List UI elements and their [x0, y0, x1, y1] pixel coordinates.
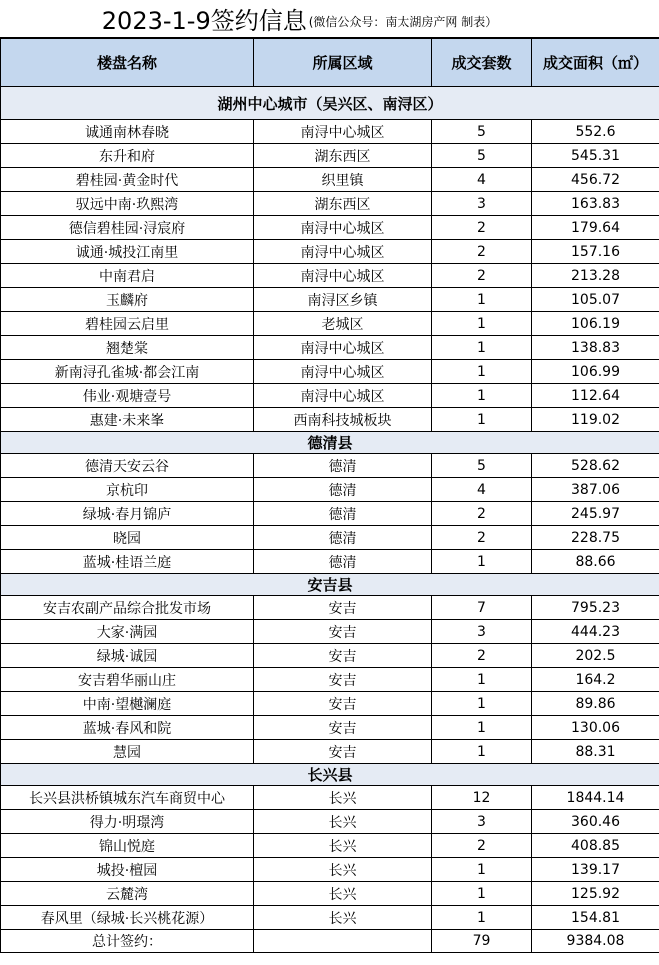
cell-area: 444.23 — [532, 620, 659, 644]
cell-project-name: 京杭印 — [1, 478, 254, 502]
table-row — [1, 454, 659, 478]
cell-region: 湖东西区 — [254, 144, 432, 168]
cell-project-name: 蓝城·桂语兰庭 — [1, 550, 254, 574]
cell-units: 7 — [432, 596, 532, 620]
table-row — [1, 360, 659, 384]
table-row — [1, 858, 659, 882]
cell-units: 1 — [432, 550, 532, 574]
table-row — [1, 620, 659, 644]
cell-area: 119.02 — [532, 408, 659, 432]
cell-units: 1 — [432, 692, 532, 716]
cell-area: 89.86 — [532, 692, 659, 716]
total-label: 总计签约： — [1, 930, 254, 953]
cell-region: 德清 — [254, 454, 432, 478]
cell-project-name: 诚通南林春晓 — [1, 120, 254, 144]
cell-area: 245.97 — [532, 502, 659, 526]
cell-region: 南浔中心城区 — [254, 384, 432, 408]
cell-project-name: 绿城·春月锦庐 — [1, 502, 254, 526]
section-title: 湖州中心城市（吴兴区、南浔区） — [1, 87, 659, 120]
table-row — [1, 336, 659, 360]
cell-project-name: 蓝城·春风和院 — [1, 716, 254, 740]
sales-table — [0, 38, 659, 953]
cell-units: 1 — [432, 360, 532, 384]
cell-units: 4 — [432, 478, 532, 502]
cell-area: 154.81 — [532, 906, 659, 930]
table-row — [1, 168, 659, 192]
cell-project-name: 城投·檀园 — [1, 858, 254, 882]
cell-area: 112.64 — [532, 384, 659, 408]
cell-region: 安吉 — [254, 644, 432, 668]
table-row — [1, 668, 659, 692]
cell-region: 长兴 — [254, 858, 432, 882]
cell-region: 安吉 — [254, 620, 432, 644]
cell-region: 南浔中心城区 — [254, 264, 432, 288]
cell-area: 213.28 — [532, 264, 659, 288]
cell-region: 南浔中心城区 — [254, 360, 432, 384]
cell-region: 安吉 — [254, 740, 432, 764]
cell-area: 408.85 — [532, 834, 659, 858]
cell-area: 139.17 — [532, 858, 659, 882]
cell-area: 138.83 — [532, 336, 659, 360]
cell-region: 西南科技城板块 — [254, 408, 432, 432]
cell-region: 南浔中心城区 — [254, 240, 432, 264]
cell-region: 长兴 — [254, 906, 432, 930]
cell-project-name: 锦山悦庭 — [1, 834, 254, 858]
table-row — [1, 740, 659, 764]
table-row — [1, 408, 659, 432]
cell-project-name: 伟业·观塘壹号 — [1, 384, 254, 408]
cell-units: 3 — [432, 620, 532, 644]
table-row — [1, 384, 659, 408]
cell-region: 德清 — [254, 502, 432, 526]
table-row — [1, 144, 659, 168]
cell-region: 湖东西区 — [254, 192, 432, 216]
cell-units: 2 — [432, 264, 532, 288]
cell-project-name: 大家·满园 — [1, 620, 254, 644]
section-row — [1, 574, 659, 596]
section-title: 长兴县 — [1, 764, 659, 786]
table-row — [1, 502, 659, 526]
cell-units: 12 — [432, 786, 532, 810]
cell-project-name: 中南君启 — [1, 264, 254, 288]
cell-area: 125.92 — [532, 882, 659, 906]
cell-project-name: 玉麟府 — [1, 288, 254, 312]
cell-project-name: 驭远中南·玖熙湾 — [1, 192, 254, 216]
cell-area: 552.6 — [532, 120, 659, 144]
cell-area: 164.2 — [532, 668, 659, 692]
cell-project-name: 碧桂园云启里 — [1, 312, 254, 336]
cell-project-name: 翘楚棠 — [1, 336, 254, 360]
total-region — [254, 930, 432, 953]
table-row — [1, 120, 659, 144]
cell-region: 织里镇 — [254, 168, 432, 192]
cell-area: 795.23 — [532, 596, 659, 620]
cell-units: 1 — [432, 858, 532, 882]
cell-area: 1844.14 — [532, 786, 659, 810]
cell-area: 106.19 — [532, 312, 659, 336]
cell-units: 1 — [432, 740, 532, 764]
cell-project-name: 得力·明璟湾 — [1, 810, 254, 834]
table-row — [1, 906, 659, 930]
cell-area: 456.72 — [532, 168, 659, 192]
cell-region: 南浔区乡镇 — [254, 288, 432, 312]
cell-units: 1 — [432, 384, 532, 408]
table-row — [1, 716, 659, 740]
cell-area: 88.66 — [532, 550, 659, 574]
cell-area: 106.99 — [532, 360, 659, 384]
table-row — [1, 312, 659, 336]
section-row — [1, 432, 659, 454]
cell-project-name: 安吉农副产品综合批发市场 — [1, 596, 254, 620]
cell-units: 1 — [432, 882, 532, 906]
cell-units: 2 — [432, 644, 532, 668]
cell-units: 2 — [432, 216, 532, 240]
table-row — [1, 526, 659, 550]
cell-area: 202.5 — [532, 644, 659, 668]
table-row — [1, 644, 659, 668]
cell-area: 228.75 — [532, 526, 659, 550]
cell-area: 88.31 — [532, 740, 659, 764]
table-body — [1, 87, 659, 953]
cell-units: 2 — [432, 240, 532, 264]
cell-area: 387.06 — [532, 478, 659, 502]
table-row — [1, 192, 659, 216]
cell-units: 1 — [432, 288, 532, 312]
cell-units: 5 — [432, 454, 532, 478]
section-row — [1, 764, 659, 786]
cell-units: 1 — [432, 668, 532, 692]
cell-project-name: 惠建·未来峯 — [1, 408, 254, 432]
header-units: 成交套数 — [432, 39, 532, 87]
total-units: 79 — [432, 930, 532, 953]
cell-project-name: 中南·望樾澜庭 — [1, 692, 254, 716]
cell-area: 360.46 — [532, 810, 659, 834]
cell-area: 179.64 — [532, 216, 659, 240]
cell-project-name: 慧园 — [1, 740, 254, 764]
table-row — [1, 596, 659, 620]
cell-units: 1 — [432, 312, 532, 336]
cell-units: 3 — [432, 192, 532, 216]
cell-area: 105.07 — [532, 288, 659, 312]
cell-project-name: 德清天安云谷 — [1, 454, 254, 478]
cell-project-name: 新南浔孔雀城·都会江南 — [1, 360, 254, 384]
cell-area: 130.06 — [532, 716, 659, 740]
table-row — [1, 834, 659, 858]
table-row — [1, 478, 659, 502]
header-row — [1, 39, 659, 87]
cell-region: 长兴 — [254, 834, 432, 858]
header-area: 成交面积（㎡） — [532, 39, 659, 87]
cell-units: 2 — [432, 834, 532, 858]
cell-region: 德清 — [254, 526, 432, 550]
cell-region: 老城区 — [254, 312, 432, 336]
cell-region: 安吉 — [254, 692, 432, 716]
cell-area: 157.16 — [532, 240, 659, 264]
cell-project-name: 东升和府 — [1, 144, 254, 168]
section-row — [1, 87, 659, 120]
cell-units: 1 — [432, 716, 532, 740]
total-row — [1, 930, 659, 953]
title-subtitle: (微信公众号：南太湖房产网 制表） — [308, 15, 498, 29]
cell-units: 5 — [432, 144, 532, 168]
header-project-name: 楼盘名称 — [1, 39, 254, 87]
cell-project-name: 晓园 — [1, 526, 254, 550]
cell-region: 德清 — [254, 478, 432, 502]
cell-region: 德清 — [254, 550, 432, 574]
cell-region: 南浔中心城区 — [254, 120, 432, 144]
cell-project-name: 德信碧桂园·浔宸府 — [1, 216, 254, 240]
cell-project-name: 云麓湾 — [1, 882, 254, 906]
table-row — [1, 240, 659, 264]
cell-region: 南浔中心城区 — [254, 216, 432, 240]
cell-units: 4 — [432, 168, 532, 192]
table-row — [1, 882, 659, 906]
table-row — [1, 786, 659, 810]
cell-area: 528.62 — [532, 454, 659, 478]
cell-units: 2 — [432, 502, 532, 526]
cell-project-name: 春风里（绿城·长兴桃花源） — [1, 906, 254, 930]
title-main: 2023-1-9签约信息 — [101, 7, 307, 35]
section-title: 安吉县 — [1, 574, 659, 596]
cell-units: 1 — [432, 336, 532, 360]
cell-units: 1 — [432, 906, 532, 930]
cell-area: 163.83 — [532, 192, 659, 216]
cell-region: 长兴 — [254, 786, 432, 810]
cell-region: 安吉 — [254, 668, 432, 692]
cell-region: 南浔中心城区 — [254, 336, 432, 360]
cell-project-name: 诚通·城投江南里 — [1, 240, 254, 264]
table-row — [1, 216, 659, 240]
cell-units: 1 — [432, 408, 532, 432]
section-title: 德清县 — [1, 432, 659, 454]
cell-region: 长兴 — [254, 810, 432, 834]
cell-project-name: 安吉碧华丽山庄 — [1, 668, 254, 692]
table-row — [1, 810, 659, 834]
cell-units: 5 — [432, 120, 532, 144]
header-region: 所属区域 — [254, 39, 432, 87]
cell-units: 3 — [432, 810, 532, 834]
cell-project-name: 长兴县洪桥镇城东汽车商贸中心 — [1, 786, 254, 810]
cell-region: 长兴 — [254, 882, 432, 906]
cell-region: 安吉 — [254, 716, 432, 740]
table-row — [1, 264, 659, 288]
cell-region: 安吉 — [254, 596, 432, 620]
cell-units: 2 — [432, 526, 532, 550]
table-row — [1, 692, 659, 716]
sheet-title — [0, 0, 659, 38]
cell-project-name: 碧桂园·黄金时代 — [1, 168, 254, 192]
cell-area: 545.31 — [532, 144, 659, 168]
total-area: 9384.08 — [532, 930, 659, 953]
table-row — [1, 288, 659, 312]
cell-project-name: 绿城·诚园 — [1, 644, 254, 668]
table-row — [1, 550, 659, 574]
